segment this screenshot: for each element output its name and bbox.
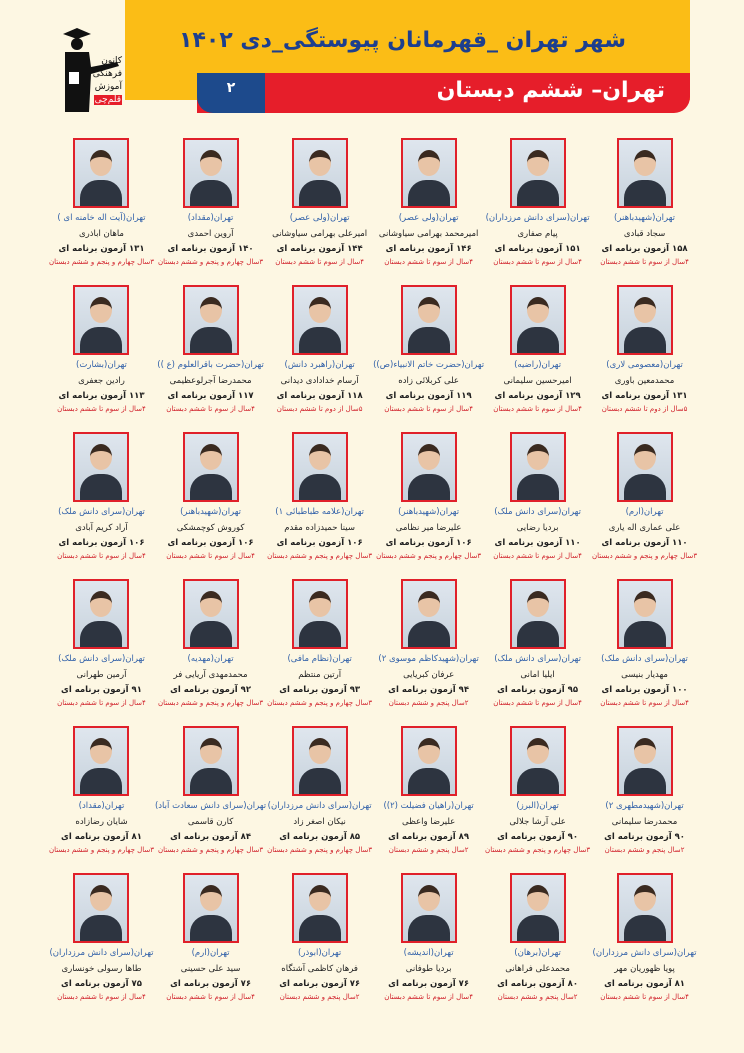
student-years: ۲سال پنجم و ششم دبستان	[388, 846, 469, 854]
student-name: ماهان اباذری	[78, 229, 124, 239]
student-years: ۲سال پنجم و ششم دبستان	[497, 993, 578, 1001]
student-name: علی عماری اله یاری	[608, 523, 681, 533]
student-years: ۴سال از سوم تا ششم دبستان	[493, 405, 582, 413]
student-school: تهران(علامه طباطبائی ۱)	[275, 507, 365, 517]
student-photo	[510, 285, 566, 355]
student-photo	[510, 873, 566, 943]
student-name: امیرعلی بهرامی سیاوشانی	[272, 229, 368, 239]
logo-line: فرهنگی	[92, 69, 122, 79]
student-years: ۳سال چهارم و پنجم و ششم دبستان	[267, 552, 373, 560]
student-card	[48, 873, 155, 1020]
head-shape	[634, 444, 656, 470]
student-exam-count: ۹۳ آزمون برنامه ای	[279, 685, 361, 695]
student-years: ۴سال از سوم تا ششم دبستان	[166, 552, 255, 560]
head-shape	[634, 591, 656, 617]
head-shape	[634, 738, 656, 764]
student-name: محمدرضا سلیمانی	[611, 817, 678, 827]
body-shape	[80, 180, 122, 208]
student-exam-count: ۱۱۹ آزمون برنامه ای	[385, 391, 472, 401]
student-years: ۲سال پنجم و ششم دبستان	[388, 699, 469, 707]
body-shape	[190, 474, 232, 502]
student-school: تهران(معصومی لاری)	[606, 360, 683, 370]
student-name: علی آرشا جلالی	[509, 817, 566, 827]
body-shape	[408, 915, 450, 943]
student-name: کارن قاسمی	[187, 817, 234, 827]
student-card	[266, 138, 373, 285]
student-years: ۴سال از سوم تا ششم دبستان	[384, 993, 473, 1001]
logo-line: آموزش	[94, 82, 122, 92]
student-photo	[183, 432, 239, 502]
head-shape	[309, 297, 331, 323]
head-shape	[200, 738, 222, 764]
body-shape	[190, 327, 232, 355]
student-name: سینا حمیدزاده مقدم	[284, 523, 355, 533]
student-name: طاها رسولی خونساری	[61, 964, 142, 974]
student-school: تهران(برهان)	[514, 948, 561, 958]
student-photo	[401, 285, 457, 355]
student-name: سجاد قبادی	[623, 229, 666, 239]
student-card	[591, 432, 698, 579]
body-shape	[299, 768, 341, 796]
student-exam-count: ۱۴۶ آزمون برنامه ای	[385, 244, 472, 254]
section-title: تهران– ششم دبستان	[436, 78, 665, 103]
body-shape	[517, 768, 559, 796]
student-card	[373, 138, 484, 285]
student-school: تهران(نظام مافی)	[287, 654, 352, 664]
student-photo	[617, 579, 673, 649]
body-shape	[80, 621, 122, 649]
student-name: پیام صفاری	[517, 229, 558, 239]
head-shape	[634, 885, 656, 911]
student-school: تهران(سرای دانش مرزداران)	[485, 213, 590, 223]
student-name: آرتین منتظم	[298, 670, 342, 680]
page-title: شهر تهران _قهرمانان پیوستگی_دی ۱۴۰۲	[179, 28, 626, 53]
student-exam-count: ۷۶ آزمون برنامه ای	[388, 979, 470, 989]
student-school: تهران(البرز)	[516, 801, 559, 811]
student-school: تهران(شهیدباهنر)	[614, 213, 676, 223]
student-photo	[617, 432, 673, 502]
head-shape	[634, 150, 656, 176]
student-name: مهدیار بنیسی	[621, 670, 668, 680]
student-exam-count: ۹۵ آزمون برنامه ای	[497, 685, 579, 695]
student-card	[591, 138, 698, 285]
student-photo	[401, 873, 457, 943]
student-name: امیرحسین سلیمانی	[503, 376, 572, 386]
student-card	[373, 432, 484, 579]
student-name: پویا ظهوریان مهر	[614, 964, 675, 974]
student-photo	[292, 726, 348, 796]
student-years: ۴سال از سوم تا ششم دبستان	[384, 405, 473, 413]
student-card	[48, 432, 155, 579]
student-name: نیکان اصغر زاد	[293, 817, 346, 827]
student-years: ۵سال از دوم تا ششم دبستان	[601, 405, 688, 413]
student-years: ۲سال پنجم و ششم دبستان	[279, 993, 360, 1001]
student-school: تهران(بشارت)	[76, 360, 127, 370]
student-school: تهران(راهیان فضیلت (۲))	[383, 801, 474, 811]
student-photo	[73, 579, 129, 649]
student-card	[591, 726, 698, 873]
student-school: تهران(حضرت باقرالعلوم (ع ))	[157, 360, 264, 370]
head-shape	[527, 591, 549, 617]
body-shape	[517, 621, 559, 649]
body-shape	[517, 180, 559, 208]
student-school: تهران(سرای دانش مرزداران)	[49, 948, 154, 958]
student-photo	[510, 138, 566, 208]
student-photo	[401, 726, 457, 796]
student-years: ۴سال از سوم تا ششم دبستان	[493, 552, 582, 560]
student-years: ۴سال از سوم تا ششم دبستان	[384, 258, 473, 266]
student-exam-count: ۷۵ آزمون برنامه ای	[61, 979, 142, 989]
student-school: تهران(ابوذر)	[298, 948, 342, 958]
student-school: تهران(راضیه)	[514, 360, 562, 370]
student-exam-count: ۹۲ آزمون برنامه ای	[170, 685, 252, 695]
student-card	[48, 138, 155, 285]
head-shape	[90, 885, 112, 911]
student-photo	[183, 726, 239, 796]
body-shape	[517, 915, 559, 943]
student-card	[155, 579, 266, 726]
student-exam-count: ۸۵ آزمون برنامه ای	[279, 832, 361, 842]
student-school: تهران(راهبرد دانش)	[284, 360, 355, 370]
student-name: عرفان کبریایی	[403, 670, 455, 680]
student-name: علیرضا واعظی	[401, 817, 456, 827]
student-exam-count: ۹۴ آزمون برنامه ای	[388, 685, 470, 695]
student-photo	[510, 432, 566, 502]
student-name: محمدعلی فراهانی	[505, 964, 570, 974]
student-school: تهران(سرای دانش مرزداران)	[267, 801, 372, 811]
student-name: محمدرضا آجرلوعظیمی	[169, 376, 252, 386]
logo-line: قلم‌چی	[94, 95, 121, 105]
body-shape	[80, 768, 122, 796]
head-shape	[309, 738, 331, 764]
student-years: ۴سال از سوم تا ششم دبستان	[493, 258, 582, 266]
student-school: تهران(اندیشه)	[403, 948, 454, 958]
head-shape	[90, 297, 112, 323]
student-photo	[510, 726, 566, 796]
body-shape	[624, 915, 666, 943]
student-school: تهران(مقداد)	[187, 213, 234, 223]
student-exam-count: ۱۱۰ آزمون برنامه ای	[601, 538, 688, 548]
student-name: شایان رضازاده	[75, 817, 128, 827]
head-shape	[200, 150, 222, 176]
student-years: ۴سال از سوم تا ششم دبستان	[57, 993, 146, 1001]
student-years: ۳سال چهارم و پنجم و ششم دبستان	[592, 552, 698, 560]
body-shape	[299, 915, 341, 943]
body-shape	[624, 327, 666, 355]
student-exam-count: ۱۰۰ آزمون برنامه ای	[601, 685, 688, 695]
student-exam-count: ۱۰۶ آزمون برنامه ای	[58, 538, 145, 548]
student-exam-count: ۷۶ آزمون برنامه ای	[170, 979, 252, 989]
student-school: تهران(سرای دانش ملک)	[58, 654, 145, 664]
student-years: ۴سال از سوم تا ششم دبستان	[600, 993, 689, 1001]
page-number: ۲	[226, 80, 236, 96]
student-card	[266, 285, 373, 432]
head-shape	[309, 444, 331, 470]
head-shape	[527, 444, 549, 470]
student-name: ایلیا امانی	[520, 670, 555, 680]
student-exam-count: ۱۳۱ آزمون برنامه ای	[601, 391, 688, 401]
student-years: ۳سال چهارم و پنجم و ششم دبستان	[485, 846, 591, 854]
student-card	[155, 726, 266, 873]
body-shape	[299, 327, 341, 355]
body-shape	[80, 915, 122, 943]
head-shape	[418, 885, 440, 911]
student-school: تهران(شهیدمطهری ۲)	[605, 801, 684, 811]
body-shape	[624, 768, 666, 796]
student-card	[591, 579, 698, 726]
student-name: آرسام خدادادی دیدانی	[280, 376, 359, 386]
student-card	[373, 285, 484, 432]
student-card	[373, 873, 484, 1020]
student-photo	[617, 726, 673, 796]
student-photo	[292, 432, 348, 502]
student-name: آرمین طهرانی	[76, 670, 127, 680]
head-shape	[200, 885, 222, 911]
body-shape	[517, 327, 559, 355]
student-photo	[292, 285, 348, 355]
student-years: ۳سال چهارم و پنجم و ششم دبستان	[158, 846, 264, 854]
student-school: تهران(مقداد)	[78, 801, 125, 811]
student-name: فرهان کاظمی آشتگاه	[281, 964, 358, 974]
body-shape	[190, 621, 232, 649]
student-exam-count: ۱۵۱ آزمون برنامه ای	[494, 244, 581, 254]
head-shape	[418, 444, 440, 470]
student-card	[591, 285, 698, 432]
student-exam-count: ۱۲۹ آزمون برنامه ای	[494, 391, 581, 401]
student-years: ۳سال چهارم و پنجم و ششم دبستان	[158, 699, 264, 707]
student-exam-count: ۱۰۶ آزمون برنامه ای	[276, 538, 363, 548]
student-school: تهران(سرای دانش ملک)	[494, 507, 581, 517]
head-shape	[200, 297, 222, 323]
head-shape	[90, 591, 112, 617]
student-exam-count: ۷۶ آزمون برنامه ای	[279, 979, 361, 989]
student-years: ۵سال از دوم تا ششم دبستان	[276, 405, 363, 413]
student-exam-count: ۹۰ آزمون برنامه ای	[497, 832, 579, 842]
student-card	[266, 432, 373, 579]
student-years: ۲سال پنجم و ششم دبستان	[604, 846, 685, 854]
student-photo	[73, 726, 129, 796]
head-shape	[200, 444, 222, 470]
student-name: سید علی حسینی	[180, 964, 241, 974]
student-photo	[73, 138, 129, 208]
student-card	[48, 285, 155, 432]
student-photo	[617, 285, 673, 355]
student-card	[484, 579, 591, 726]
head-shape	[200, 591, 222, 617]
head-shape	[418, 738, 440, 764]
head-shape	[90, 150, 112, 176]
head-shape	[90, 444, 112, 470]
student-school: تهران(ارم)	[191, 948, 230, 958]
body-shape	[408, 327, 450, 355]
student-name: امیرمحمد بهرامی سیاوشانی	[378, 229, 479, 239]
student-card	[484, 873, 591, 1020]
student-name: علی کربلائی زاده	[398, 376, 459, 386]
student-card	[266, 579, 373, 726]
student-card	[266, 873, 373, 1020]
student-photo	[73, 285, 129, 355]
student-photo	[401, 579, 457, 649]
head-shape	[90, 738, 112, 764]
student-card	[484, 432, 591, 579]
student-school: تهران(سرای دانش ملک)	[58, 507, 145, 517]
student-school: تهران(ولی عصر)	[398, 213, 459, 223]
student-school: تهران(سرای دانش مرزداران)	[592, 948, 697, 958]
head-shape	[309, 150, 331, 176]
student-school: تهران(ارم)	[625, 507, 664, 517]
student-exam-count: ۸۹ آزمون برنامه ای	[388, 832, 470, 842]
student-school: تهران(شهیدکاظم موسوی ۲)	[378, 654, 479, 664]
student-years: ۴سال از سوم تا ششم دبستان	[275, 258, 364, 266]
student-name: محمدمعین باوری	[614, 376, 675, 386]
student-photo	[292, 138, 348, 208]
student-photo	[401, 432, 457, 502]
student-card	[48, 579, 155, 726]
student-school: تهران(سرای دانش ملک)	[494, 654, 581, 664]
student-name: بردیا طوفانی	[405, 964, 452, 974]
student-card	[484, 285, 591, 432]
student-exam-count: ۸۴ آزمون برنامه ای	[170, 832, 252, 842]
student-exam-count: ۱۴۰ آزمون برنامه ای	[167, 244, 254, 254]
body-shape	[408, 474, 450, 502]
body-shape	[517, 474, 559, 502]
student-card	[155, 432, 266, 579]
head-shape	[527, 150, 549, 176]
head-shape	[527, 297, 549, 323]
student-exam-count: ۱۰۶ آزمون برنامه ای	[167, 538, 254, 548]
student-name: کوروش کوچمشکی	[176, 523, 245, 533]
student-name: محمدمهدی آریایی فر	[173, 670, 248, 680]
student-exam-count: ۱۱۳ آزمون برنامه ای	[58, 391, 145, 401]
student-years: ۴سال از سوم تا ششم دبستان	[493, 699, 582, 707]
student-years: ۴سال از سوم تا ششم دبستان	[166, 405, 255, 413]
student-exam-count: ۱۳۱ آزمون برنامه ای	[58, 244, 145, 254]
student-school: تهران(سرای دانش ملک)	[601, 654, 688, 664]
body-shape	[624, 180, 666, 208]
student-years: ۳سال چهارم و پنجم و ششم دبستان	[48, 258, 155, 266]
student-years: ۴سال از سوم تا ششم دبستان	[57, 405, 146, 413]
student-years: ۳سال چهارم و پنجم و ششم دبستان	[267, 699, 373, 707]
body-shape	[190, 768, 232, 796]
body-shape	[299, 621, 341, 649]
student-exam-count: ۱۱۸ آزمون برنامه ای	[276, 391, 363, 401]
student-exam-count: ۸۱ آزمون برنامه ای	[604, 979, 685, 989]
student-exam-count: ۱۵۸ آزمون برنامه ای	[601, 244, 688, 254]
student-years: ۴سال از سوم تا ششم دبستان	[57, 552, 146, 560]
student-photo	[73, 873, 129, 943]
head-shape	[418, 591, 440, 617]
student-school: تهران(مهدیه)	[187, 654, 234, 664]
student-years: ۴سال از سوم تا ششم دبستان	[600, 258, 689, 266]
student-card	[373, 579, 484, 726]
student-photo	[183, 579, 239, 649]
student-photo	[617, 138, 673, 208]
body-shape	[80, 327, 122, 355]
student-card	[48, 726, 155, 873]
student-photo	[73, 432, 129, 502]
student-school: تهران(شهیدباهنر)	[398, 507, 460, 517]
student-name: علیرضا میر نظامی	[395, 523, 462, 533]
body-shape	[624, 474, 666, 502]
student-photo	[183, 873, 239, 943]
body-shape	[190, 915, 232, 943]
student-card	[484, 726, 591, 873]
student-exam-count: ۹۱ آزمون برنامه ای	[61, 685, 142, 695]
student-photo	[510, 579, 566, 649]
student-photo	[183, 138, 239, 208]
student-photo	[401, 138, 457, 208]
student-exam-count: ۱۱۰ آزمون برنامه ای	[494, 538, 581, 548]
head-shape	[527, 738, 549, 764]
student-school: تهران(ولی عصر)	[289, 213, 350, 223]
head-shape	[527, 885, 549, 911]
student-years: ۴سال از سوم تا ششم دبستان	[600, 699, 689, 707]
student-photo	[292, 579, 348, 649]
student-exam-count: ۸۰ آزمون برنامه ای	[497, 979, 579, 989]
student-photo	[292, 873, 348, 943]
student-school: تهران(آیت اله خامنه ای )	[57, 213, 146, 223]
body-shape	[299, 180, 341, 208]
student-card	[373, 726, 484, 873]
student-card	[484, 138, 591, 285]
head-shape	[418, 297, 440, 323]
student-card	[591, 873, 698, 1020]
head-shape	[309, 591, 331, 617]
body-shape	[190, 180, 232, 208]
body-shape	[408, 621, 450, 649]
student-name: رادین جعفری	[78, 376, 125, 386]
student-years: ۳سال چهارم و پنجم و ششم دبستان	[48, 846, 155, 854]
student-school: تهران(حضرت خاتم الانبیاء(ص))	[373, 360, 485, 370]
student-school: تهران(سرای دانش سعادت آباد)	[154, 801, 267, 811]
student-school: تهران(شهیدباهنر)	[180, 507, 242, 517]
student-card	[155, 285, 266, 432]
logo-line: کانون	[101, 56, 122, 66]
head-shape	[309, 885, 331, 911]
head-shape	[634, 297, 656, 323]
student-years: ۴سال از سوم تا ششم دبستان	[57, 699, 146, 707]
student-photo	[617, 873, 673, 943]
head-shape	[418, 150, 440, 176]
student-exam-count: ۸۱ آزمون برنامه ای	[61, 832, 142, 842]
logo-text	[88, 55, 122, 107]
student-years: ۳سال چهارم و پنجم و ششم دبستان	[376, 552, 482, 560]
student-photo	[183, 285, 239, 355]
student-years: ۴سال از سوم تا ششم دبستان	[166, 993, 255, 1001]
student-years: ۳سال چهارم و پنجم و ششم دبستان	[158, 258, 264, 266]
student-exam-count: ۹۰ آزمون برنامه ای	[604, 832, 685, 842]
body-shape	[299, 474, 341, 502]
students-grid	[48, 138, 698, 1020]
student-name: آراد کریم آبادی	[75, 523, 128, 533]
student-years: ۳سال چهارم و پنجم و ششم دبستان	[267, 846, 373, 854]
student-name: بردیا رضایی	[516, 523, 559, 533]
body-shape	[408, 180, 450, 208]
body-shape	[624, 621, 666, 649]
student-card	[155, 873, 266, 1020]
student-name: آروین احمدی	[187, 229, 234, 239]
body-shape	[80, 474, 122, 502]
body-shape	[408, 768, 450, 796]
student-card	[266, 726, 373, 873]
student-exam-count: ۱۴۴ آزمون برنامه ای	[276, 244, 363, 254]
student-exam-count: ۱۱۷ آزمون برنامه ای	[167, 391, 254, 401]
student-card	[155, 138, 266, 285]
student-exam-count: ۱۰۶ آزمون برنامه ای	[385, 538, 472, 548]
